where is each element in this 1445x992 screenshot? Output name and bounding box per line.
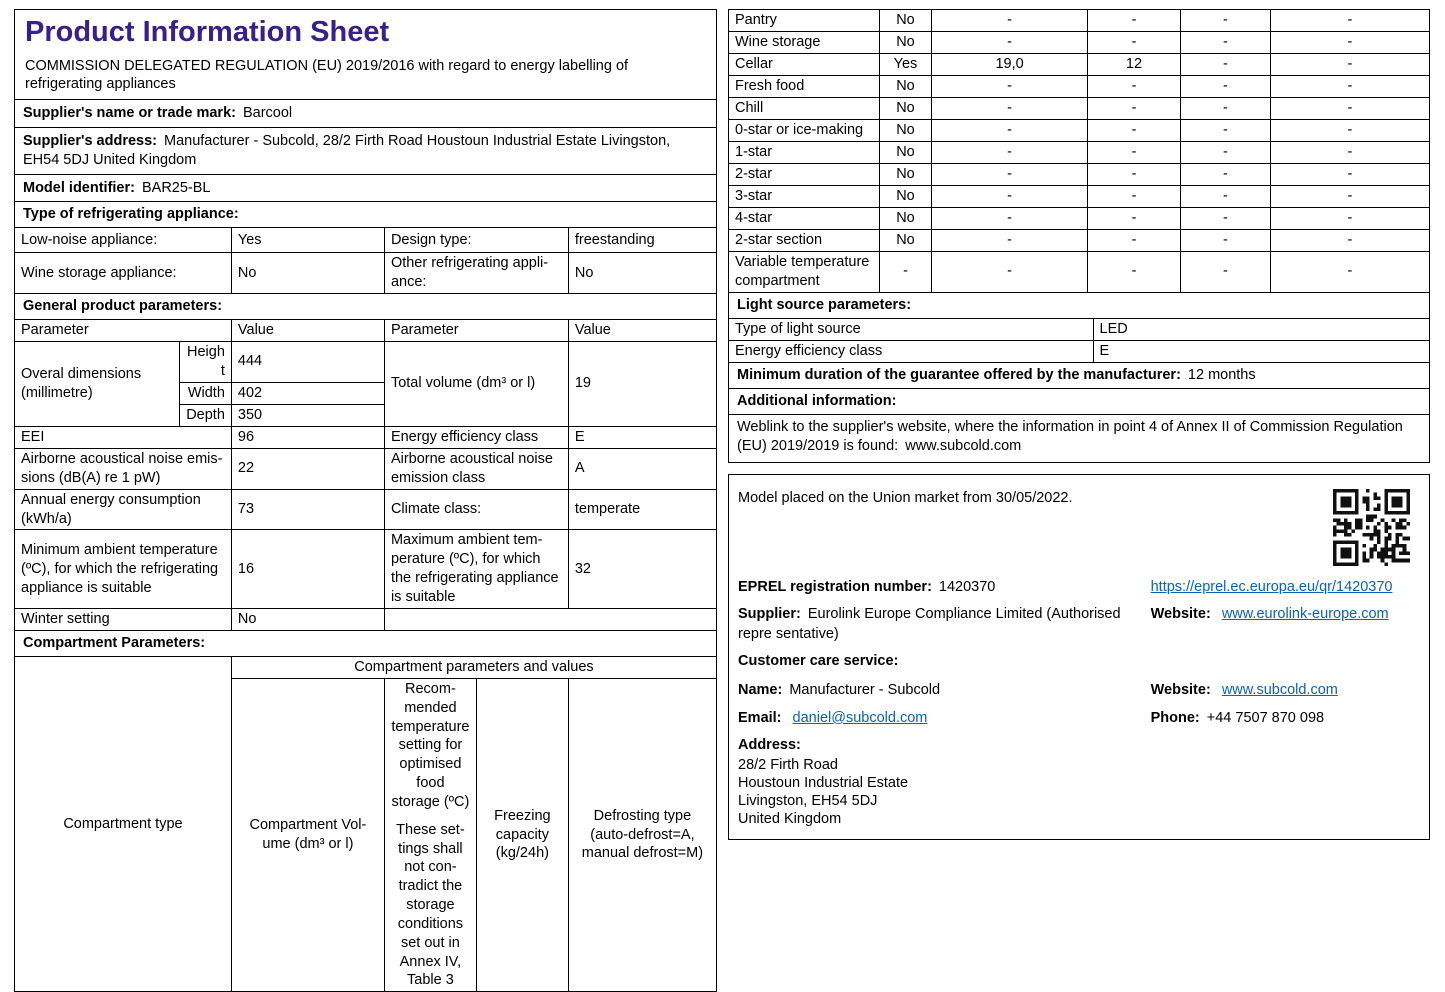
compartment-value-cell: - (1181, 32, 1271, 54)
light-source-heading: Light source parameters: (728, 292, 1430, 319)
param-label: Energy efficiency class (384, 426, 568, 448)
param-value: No (231, 608, 384, 630)
address-line: Houstoun Industrial Estate (738, 774, 909, 791)
compartment-value-cell: - (1270, 208, 1429, 230)
column-header: Parameter (384, 320, 568, 342)
light-source-table (728, 318, 1430, 363)
param-value: 19 (568, 342, 716, 427)
column-header-text: Recommended temperature setting for optimised food storage (ºC) (391, 680, 470, 810)
compartment-value-cell: - (932, 252, 1088, 293)
table-row (15, 342, 717, 383)
table-row (15, 253, 717, 294)
model-identifier-label: Model identifier: (23, 179, 135, 196)
compartment-row (729, 98, 1430, 120)
compartment-value-cell: - (1270, 10, 1429, 32)
compartment-value-cell: 12 (1087, 54, 1180, 76)
param-label: EEI (15, 426, 232, 448)
general-parameters-heading: General product parameters: (14, 293, 717, 320)
compartment-row (729, 32, 1430, 54)
param-value: 73 (231, 489, 384, 530)
param-label: Airborne acoustical noise emission class (384, 448, 568, 489)
compartment-row (729, 54, 1430, 76)
weblink-label: Weblink to the supplier's website, where the information in point 4 of Annex II of Commission Regulation (EU) 2019/2019 is found: (737, 418, 1403, 454)
column-header-note: These settings shall not contradict the storage conditions set out in Annex IV, Table 3 (396, 821, 465, 989)
compartment-value-cell: - (1270, 186, 1429, 208)
compartment-value-cell: Yes (879, 54, 932, 76)
guarantee-value: 12 months (1187, 366, 1256, 383)
compartment-value-cell: - (1181, 120, 1271, 142)
compartment-value-cell: - (1087, 208, 1180, 230)
compartment-parameters-heading: Compartment Parameters: (14, 630, 717, 657)
compartment-values-table (728, 9, 1430, 293)
table-row (15, 426, 717, 448)
eprel-link[interactable]: https://eprel.ec.europa.eu/qr/1420370 (1150, 578, 1393, 595)
compartment-type-cell: Wine storage (729, 32, 880, 54)
compartment-value-cell: - (1087, 164, 1180, 186)
compartment-value-cell: - (1181, 186, 1271, 208)
param-value: No (231, 253, 384, 294)
param-value: E (1093, 340, 1429, 362)
column-header: Freezing capacity (kg/24h) (476, 678, 568, 992)
compartment-value-cell: No (879, 76, 932, 98)
additional-information-heading: Additional information: (728, 388, 1430, 415)
dimension-label: Depth (179, 404, 231, 426)
compartment-value-cell: - (932, 120, 1088, 142)
table-row (15, 489, 717, 530)
care-email-row (738, 709, 1420, 729)
param-value: freestanding (568, 228, 716, 253)
name-value: Manufacturer - Subcold (789, 682, 941, 699)
param-label: Maximum ambient temperature (ºC), for which the refrigerating appliance is suitable (384, 530, 568, 608)
compartment-value-cell: - (1181, 98, 1271, 120)
compartment-row (729, 10, 1430, 32)
param-label: Wine storage appliance: (15, 253, 232, 294)
compartment-value-cell: - (1181, 76, 1271, 98)
param-label: Type of light source (729, 318, 1094, 340)
compartment-value-cell: No (879, 142, 932, 164)
dimension-value: 350 (231, 404, 384, 426)
compartment-value-cell: - (1181, 252, 1271, 293)
table-row (15, 228, 717, 253)
column-header: Compartment type (15, 656, 232, 992)
address-block (738, 736, 1420, 828)
dimension-value: 402 (231, 382, 384, 404)
compartment-value-cell: - (1270, 54, 1429, 76)
param-label: Total volume (dm³ or l) (384, 342, 568, 427)
compartment-value-cell: - (1087, 76, 1180, 98)
table-row (15, 656, 717, 678)
website-label: Website: (1150, 606, 1211, 623)
param-value: E (568, 426, 716, 448)
compartment-value-cell: - (1270, 142, 1429, 164)
care-website-link[interactable]: www.subcold.com (1221, 682, 1338, 699)
compartment-value-cell: 19,0 (932, 54, 1088, 76)
compartment-value-cell: - (1181, 230, 1271, 252)
compartment-value-cell: - (1270, 252, 1429, 293)
compartment-value-cell: - (932, 76, 1088, 98)
dimension-value: 444 (231, 342, 384, 383)
param-value: 32 (568, 530, 716, 608)
compartment-value-cell: No (879, 10, 932, 32)
compartment-type-cell: 4-star (729, 208, 880, 230)
title-section (14, 9, 717, 100)
supplier-address-value: Manufacturer - Subcold, 28/2 Firth Road Houstoun Industrial Estate Livingston, EH54 5DJ United Kingdom (23, 132, 671, 168)
phone-label: Phone: (1150, 709, 1200, 726)
compartment-value-cell: - (1087, 230, 1180, 252)
param-label: Low-noise appliance: (15, 228, 232, 253)
compartment-row (729, 120, 1430, 142)
eprel-label: EPREL registration number: (738, 578, 932, 595)
market-placement-text: Model placed on the Union market from 30/05/2022. (738, 489, 1073, 506)
model-identifier-row (14, 174, 717, 203)
name-label: Name: (738, 682, 783, 699)
param-label: Annual energy consumption (kWh/a) (15, 489, 232, 530)
span-header: Compartment parameters and values (231, 656, 716, 678)
compartment-value-cell: - (932, 10, 1088, 32)
care-name-row (738, 681, 1420, 701)
compartment-type-cell: Pantry (729, 10, 880, 32)
compartment-type-cell: Chill (729, 98, 880, 120)
compartment-row (729, 252, 1430, 293)
market-contact-box (728, 474, 1430, 840)
compartment-value-cell: - (1270, 120, 1429, 142)
compartment-value-cell: - (1087, 186, 1180, 208)
supplier-address-label: Supplier's address: (23, 132, 157, 149)
param-label: Overal dimensions (millimetre) (15, 342, 180, 427)
compartment-row (729, 186, 1430, 208)
param-value: 22 (231, 448, 384, 489)
compartment-value-cell: - (879, 252, 932, 293)
table-row (15, 448, 717, 489)
compartment-value-cell: No (879, 120, 932, 142)
param-label: Minimum ambient temperature (ºC), for which the refrigerating appliance is suitable (15, 530, 232, 608)
compartment-type-cell: 2-star section (729, 230, 880, 252)
address-line: 28/2 Firth Road (738, 756, 838, 773)
compartment-type-cell: 2-star (729, 164, 880, 186)
guarantee-row (728, 362, 1430, 389)
compartment-value-cell: - (932, 32, 1088, 54)
compartment-type-cell: 3-star (729, 186, 880, 208)
compartment-value-cell: - (1087, 32, 1180, 54)
compartment-value-cell: - (932, 208, 1088, 230)
param-label: Airborne acoustical noise emissions (dB(A) re 1 pW) (15, 448, 232, 489)
general-parameters-table (14, 319, 717, 631)
compartment-value-cell: No (879, 98, 932, 120)
compartment-row (729, 142, 1430, 164)
supplier-name-label: Supplier's name or trade mark: (23, 105, 236, 121)
supplier-name-value: Barcool (242, 105, 293, 121)
compartment-value-cell: - (1087, 252, 1180, 293)
address-line: Livingston, EH54 5DJ (738, 793, 878, 810)
compartment-header-table (14, 656, 717, 992)
address-line: United Kingdom (738, 811, 842, 828)
weblink-row (728, 414, 1430, 463)
compartment-value-cell: - (932, 98, 1088, 120)
regulation-subtitle: COMMISSION DELEGATED REGULATION (EU) 2019/2016 with regard to energy labelling of refrigerating appliances (25, 58, 629, 93)
weblink-value: www.subcold.com (905, 437, 1022, 454)
type-section-heading: Type of refrigerating appliance: (14, 201, 717, 228)
supplier-label: Supplier: (738, 606, 801, 623)
compartment-row (729, 164, 1430, 186)
column-header: Parameter (15, 320, 232, 342)
right-column (728, 10, 1430, 840)
compartment-value-cell: No (879, 32, 932, 54)
dimension-label: Height (179, 342, 231, 383)
table-row (729, 318, 1430, 340)
compartment-value-cell: - (1181, 10, 1271, 32)
param-label: Climate class: (384, 489, 568, 530)
compartment-value-cell: - (1087, 10, 1180, 32)
compartment-value-cell: - (932, 164, 1088, 186)
email-label: Email: (738, 709, 782, 726)
website-label: Website: (1150, 682, 1211, 699)
page-title: Product Information Sheet (25, 16, 390, 48)
compartment-row (729, 230, 1430, 252)
compartment-value-cell: - (1270, 98, 1429, 120)
email-link[interactable]: daniel@subcold.com (792, 709, 928, 726)
type-table (14, 227, 717, 294)
compartment-row (729, 208, 1430, 230)
compartment-value-cell: - (1087, 120, 1180, 142)
compartment-type-cell: Variable temperature compartment (729, 252, 880, 293)
compartment-value-cell: No (879, 164, 932, 186)
supplier-row (738, 605, 1420, 644)
compartment-value-cell: - (1087, 142, 1180, 164)
table-row (729, 340, 1430, 362)
compartment-row (729, 76, 1430, 98)
param-value: No (568, 253, 716, 294)
guarantee-label: Minimum duration of the guarantee offered by the manufacturer: (737, 366, 1181, 383)
compartment-value-cell: - (932, 186, 1088, 208)
param-value: 96 (231, 426, 384, 448)
param-value: LED (1093, 318, 1429, 340)
param-label: Winter setting (15, 608, 232, 630)
supplier-website-link[interactable]: www.eurolink-europe.com (1221, 606, 1389, 623)
compartment-type-cell: 1-star (729, 142, 880, 164)
compartment-type-cell: 0-star or ice-making (729, 120, 880, 142)
table-row (15, 608, 717, 630)
compartment-value-cell: - (1181, 164, 1271, 186)
compartment-value-cell: - (932, 142, 1088, 164)
compartment-value-cell: - (1181, 54, 1271, 76)
dimension-label: Width (179, 382, 231, 404)
compartment-type-cell: Fresh food (729, 76, 880, 98)
compartment-value-cell: - (1270, 76, 1429, 98)
left-column (14, 10, 717, 992)
param-label: Design type: (384, 228, 568, 253)
column-header (384, 678, 476, 992)
table-row (15, 530, 717, 608)
compartment-value-cell: No (879, 208, 932, 230)
phone-value: +44 7507 870 098 (1206, 709, 1325, 726)
table-header-row (15, 320, 717, 342)
param-value: temperate (568, 489, 716, 530)
compartment-value-cell: - (1181, 142, 1271, 164)
column-header: Compartment Volume (dm³ or l) (231, 678, 384, 992)
compartment-value-cell: - (1270, 230, 1429, 252)
param-label: Other refrigerating appliance: (384, 253, 568, 294)
compartment-value-cell: No (879, 186, 932, 208)
market-row (738, 487, 1420, 566)
compartment-value-cell: - (1270, 32, 1429, 54)
column-header: Defrosting type (auto-defrost=A, manual defrost=M) (568, 678, 716, 992)
address-label: Address: (738, 737, 801, 754)
compartment-value-cell: - (932, 230, 1088, 252)
compartment-value-cell: - (1087, 98, 1180, 120)
param-value: 16 (231, 530, 384, 608)
model-identifier-value: BAR25-BL (141, 179, 211, 196)
param-label: Energy efficiency class (729, 340, 1094, 362)
supplier-value: Eurolink Europe Compliance Limited (Authorised repre sentative) (738, 606, 1121, 642)
qr-code-icon (1333, 489, 1410, 566)
eprel-value: 1420370 (938, 578, 996, 595)
supplier-name-row (14, 99, 717, 128)
compartment-type-cell: Cellar (729, 54, 880, 76)
eprel-row (738, 578, 1420, 598)
column-header: Value (231, 320, 384, 342)
column-header: Value (568, 320, 716, 342)
compartment-value-cell: No (879, 230, 932, 252)
compartment-value-cell: - (1270, 164, 1429, 186)
supplier-address-row (14, 127, 717, 175)
param-value: Yes (231, 228, 384, 253)
empty-cell (384, 608, 716, 630)
customer-care-heading: Customer care service: (738, 653, 899, 670)
compartment-value-cell: - (1181, 208, 1271, 230)
param-value: A (568, 448, 716, 489)
